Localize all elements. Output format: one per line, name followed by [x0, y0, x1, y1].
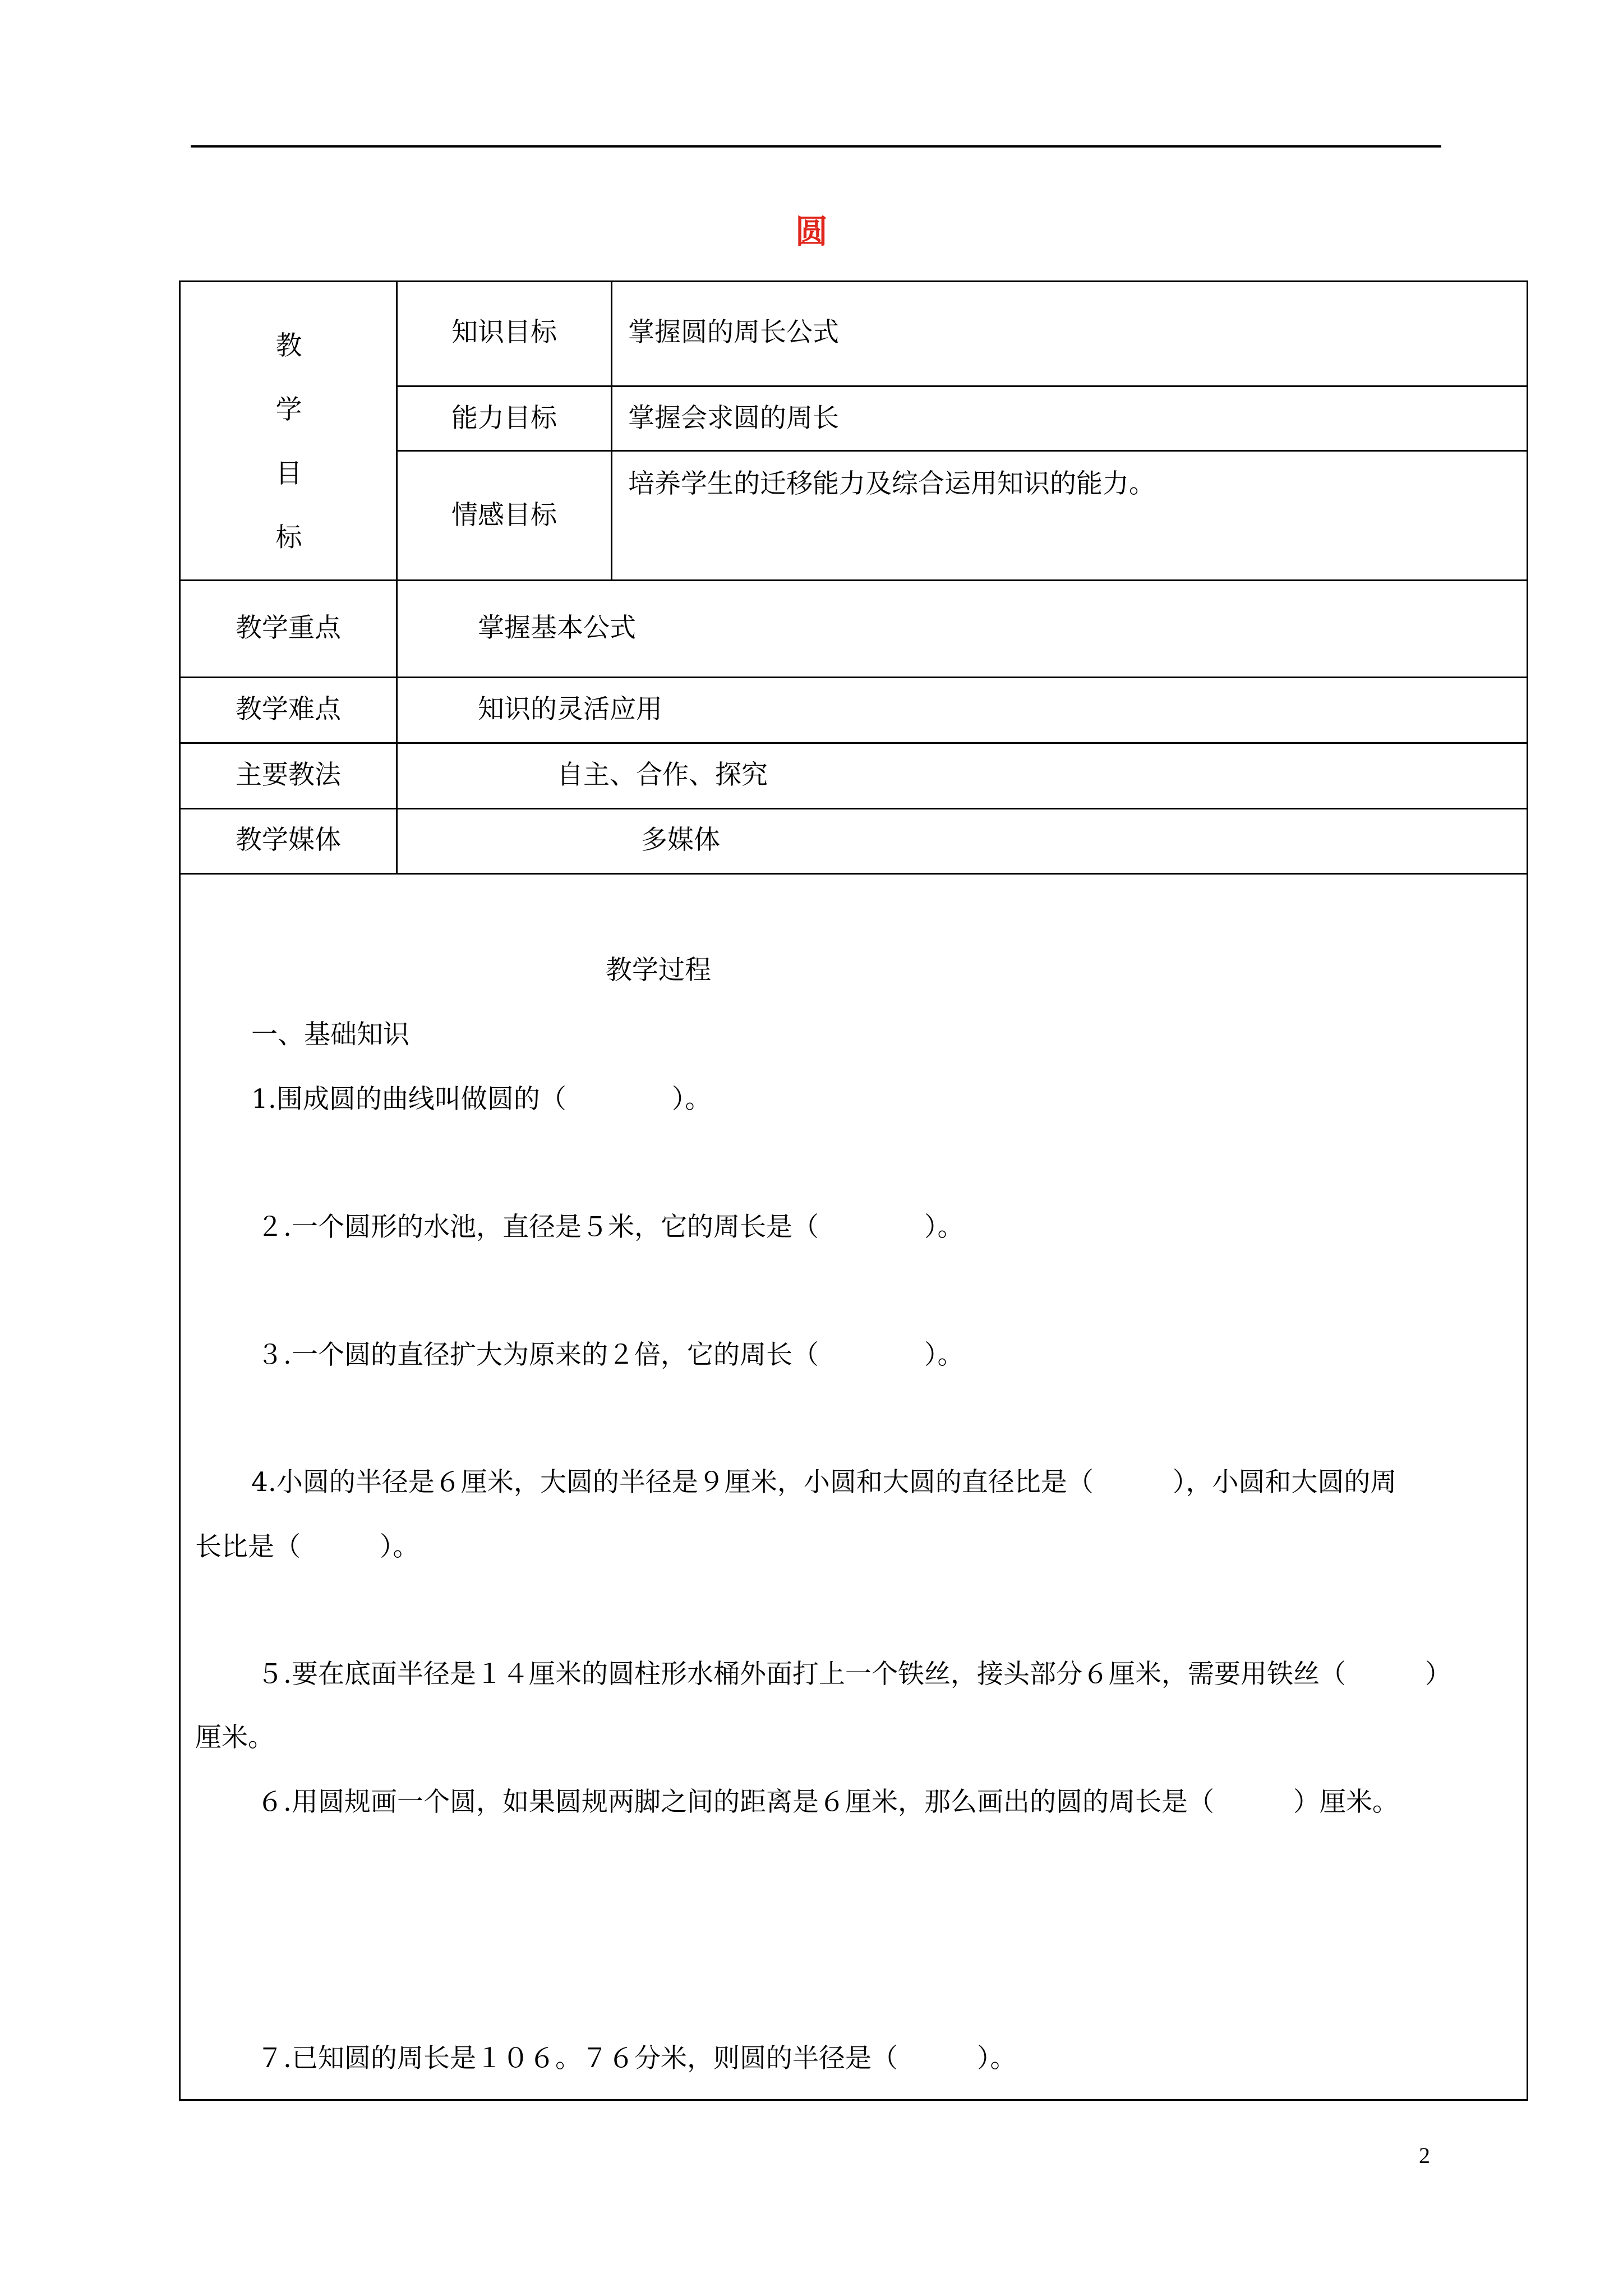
goal-text-ability: 掌握会求圆的周长 — [628, 403, 839, 434]
section-heading: 一、基础知识 — [251, 1019, 409, 1050]
grid-line — [179, 873, 1528, 875]
row-label-method: 主要教法 — [236, 760, 341, 790]
question-3: ３.一个圆的直径扩大为原来的２倍，它的周长（ ）。 — [257, 1340, 964, 1370]
goal-text-knowledge: 掌握圆的周长公式 — [628, 317, 839, 348]
question-2: ２.一个圆形的水池，直径是５米，它的周长是（ ）。 — [257, 1212, 964, 1243]
goals-header-char: 目 — [275, 458, 302, 489]
header-rule — [191, 145, 1441, 148]
process-heading: 教学过程 — [606, 955, 711, 986]
row-label-difficulty: 教学难点 — [236, 694, 341, 725]
question-4-line-2: 长比是（ ）。 — [195, 1531, 419, 1562]
grid-line — [396, 450, 1528, 452]
question-6: ６.用圆规画一个圆，如果圆规两脚之间的距离是６厘米，那么画出的圆的周长是（ ）厘米。 — [257, 1787, 1399, 1818]
grid-line — [179, 742, 1528, 744]
grid-line — [611, 280, 612, 579]
question-4-line-1: 4.小圆的半径是６厘米，大圆的半径是９厘米，小圆和大圆的直径比是（ ），小圆和大圆的周 — [251, 1467, 1397, 1498]
goals-header-char: 学 — [275, 394, 302, 425]
grid-line — [179, 677, 1528, 678]
question-5-line-1: ５.要在底面半径是１４厘米的圆柱形水桶外面打上一个铁丝，接头部分６厘米，需要用铁丝（ ） — [257, 1659, 1451, 1690]
goals-header-char: 标 — [275, 522, 302, 553]
row-text-difficulty: 知识的灵活应用 — [478, 694, 662, 725]
grid-line — [179, 579, 1528, 581]
question-1: 1.围成圆的曲线叫做圆的（ ）。 — [251, 1084, 712, 1115]
row-text-method: 自主、合作、探究 — [557, 760, 768, 790]
page-number: 2 — [1419, 2143, 1430, 2168]
grid-line — [179, 808, 1528, 809]
goals-header — [264, 314, 314, 570]
goal-text-emotion: 培养学生的迁移能力及综合运用知识的能力。 — [628, 468, 1155, 499]
lesson-plan-table — [179, 280, 1528, 2101]
row-label-key-point: 教学重点 — [236, 613, 341, 643]
question-5-line-2: 厘米。 — [195, 1722, 274, 1753]
row-label-media: 教学媒体 — [236, 825, 341, 855]
row-text-key-point: 掌握基本公式 — [478, 613, 636, 643]
goals-header-char: 教 — [275, 330, 302, 361]
row-text-media: 多媒体 — [641, 825, 720, 855]
goal-label-knowledge: 知识目标 — [451, 317, 557, 348]
goal-label-ability: 能力目标 — [451, 403, 557, 434]
page-title: 圆 — [795, 213, 828, 251]
question-7: ７.已知圆的周长是１０６。７６分米，则圆的半径是（ ）。 — [257, 2043, 1017, 2074]
grid-line — [396, 385, 1528, 387]
grid-line — [396, 280, 398, 873]
goal-label-emotion: 情感目标 — [451, 500, 557, 531]
